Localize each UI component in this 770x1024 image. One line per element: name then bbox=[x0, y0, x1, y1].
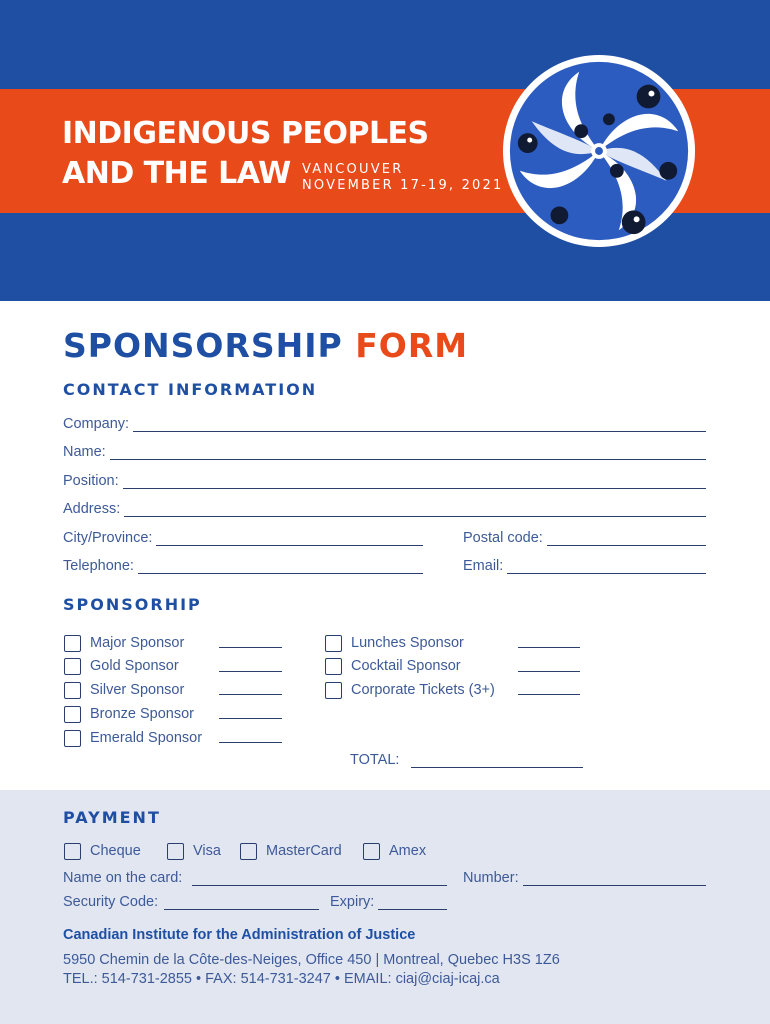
address-line[interactable] bbox=[124, 503, 706, 517]
contact-heading: CONTACT INFORMATION bbox=[63, 380, 318, 399]
organization-address bbox=[63, 951, 560, 989]
city-province-line[interactable] bbox=[156, 532, 423, 546]
checkbox-icon[interactable] bbox=[64, 682, 81, 699]
postal-code-line[interactable] bbox=[547, 532, 706, 546]
form-title bbox=[63, 326, 468, 365]
card-number-label: Number: bbox=[463, 870, 519, 886]
city-province-label: City/Province: bbox=[63, 530, 153, 546]
contact-line: TEL.: 514-731-2855 • FAX: 514-731-3247 • EMAIL: ciaj@ciaj-icaj.ca bbox=[63, 971, 500, 987]
expiry-field[interactable] bbox=[330, 890, 447, 910]
header-banner bbox=[0, 0, 770, 301]
checkbox-icon[interactable] bbox=[325, 658, 342, 675]
name-on-card-field[interactable] bbox=[63, 866, 447, 886]
major-sponsor-amount-line[interactable] bbox=[219, 647, 282, 648]
checkbox-icon[interactable] bbox=[64, 843, 81, 860]
emerald-sponsor-amount-line[interactable] bbox=[219, 742, 282, 743]
bronze-sponsor-label: Bronze Sponsor bbox=[90, 706, 194, 722]
major-sponsor-label: Major Sponsor bbox=[90, 635, 185, 651]
amex-label: Amex bbox=[389, 843, 427, 859]
email-line[interactable] bbox=[507, 560, 706, 574]
mastercard-label: MasterCard bbox=[266, 843, 342, 859]
email-label: Email: bbox=[463, 558, 504, 574]
cheque-checkbox[interactable] bbox=[64, 840, 141, 862]
total-line[interactable] bbox=[411, 754, 583, 768]
bronze-sponsor-checkbox[interactable] bbox=[64, 703, 194, 725]
gold-sponsor-label: Gold Sponsor bbox=[90, 658, 179, 674]
checkbox-icon[interactable] bbox=[64, 706, 81, 723]
form-title-sponsorship: SPONSORSHIP bbox=[63, 326, 343, 365]
address-line: 5950 Chemin de la Côte-des-Neiges, Office 450 | Montreal, Quebec H3S 1Z6 bbox=[63, 952, 560, 968]
company-line[interactable] bbox=[133, 418, 706, 432]
checkbox-icon[interactable] bbox=[325, 635, 342, 652]
total-field[interactable] bbox=[350, 752, 583, 768]
event-title-line2: AND THE LAW bbox=[62, 156, 291, 191]
event-title-line1: INDIGENOUS PEOPLES bbox=[62, 116, 429, 151]
checkbox-icon[interactable] bbox=[240, 843, 257, 860]
name-on-card-label: Name on the card: bbox=[63, 870, 183, 886]
telephone-field[interactable] bbox=[63, 554, 423, 574]
card-number-line[interactable] bbox=[523, 872, 706, 886]
city-province-field[interactable] bbox=[63, 526, 423, 546]
name-field[interactable] bbox=[63, 440, 706, 460]
cheque-label: Cheque bbox=[90, 843, 141, 859]
sponsorship-heading: SPONSORHIP bbox=[63, 595, 202, 614]
mastercard-checkbox[interactable] bbox=[240, 840, 342, 862]
indigenous-art-emblem-icon bbox=[500, 52, 698, 250]
checkbox-icon[interactable] bbox=[64, 635, 81, 652]
event-dates: NOVEMBER 17-19, 2021 bbox=[302, 178, 504, 193]
position-field[interactable] bbox=[63, 469, 706, 489]
name-on-card-line[interactable] bbox=[192, 872, 447, 886]
security-code-field[interactable] bbox=[63, 890, 319, 910]
checkbox-icon[interactable] bbox=[325, 682, 342, 699]
silver-sponsor-label: Silver Sponsor bbox=[90, 682, 185, 698]
silver-sponsor-checkbox[interactable] bbox=[64, 679, 184, 701]
cocktail-sponsor-label: Cocktail Sponsor bbox=[351, 658, 461, 674]
security-code-label: Security Code: bbox=[63, 894, 159, 910]
payment-heading: PAYMENT bbox=[63, 808, 161, 827]
name-line[interactable] bbox=[110, 446, 706, 460]
lunches-sponsor-amount-line[interactable] bbox=[518, 647, 580, 648]
postal-code-label: Postal code: bbox=[463, 530, 543, 546]
position-line[interactable] bbox=[123, 475, 706, 489]
checkbox-icon[interactable] bbox=[363, 843, 380, 860]
gold-sponsor-checkbox[interactable] bbox=[64, 655, 179, 677]
security-code-line[interactable] bbox=[164, 896, 319, 910]
visa-checkbox[interactable] bbox=[167, 840, 221, 862]
total-label: TOTAL: bbox=[350, 752, 400, 768]
lunches-sponsor-label: Lunches Sponsor bbox=[351, 635, 464, 651]
emerald-sponsor-label: Emerald Sponsor bbox=[90, 730, 203, 746]
corporate-tickets-checkbox[interactable] bbox=[325, 679, 495, 701]
visa-label: Visa bbox=[193, 843, 221, 859]
company-label: Company: bbox=[63, 416, 130, 432]
checkbox-icon[interactable] bbox=[64, 658, 81, 675]
telephone-label: Telephone: bbox=[63, 558, 134, 574]
address-label: Address: bbox=[63, 501, 121, 517]
telephone-line[interactable] bbox=[138, 560, 423, 574]
name-label: Name: bbox=[63, 444, 106, 460]
expiry-label: Expiry: bbox=[330, 894, 375, 910]
organization-name: Canadian Institute for the Administration of Justice bbox=[63, 927, 416, 943]
address-field[interactable] bbox=[63, 497, 706, 517]
silver-sponsor-amount-line[interactable] bbox=[219, 694, 282, 695]
form-title-form: FORM bbox=[355, 326, 469, 365]
corporate-tickets-label: Corporate Tickets (3+) bbox=[351, 682, 495, 698]
gold-sponsor-amount-line[interactable] bbox=[219, 671, 282, 672]
company-field[interactable] bbox=[63, 412, 706, 432]
major-sponsor-checkbox[interactable] bbox=[64, 632, 184, 654]
postal-code-field[interactable] bbox=[463, 526, 706, 546]
event-city: VANCOUVER bbox=[302, 162, 404, 177]
expiry-line[interactable] bbox=[378, 896, 447, 910]
bronze-sponsor-amount-line[interactable] bbox=[219, 718, 282, 719]
email-field[interactable] bbox=[463, 554, 706, 574]
event-venue bbox=[302, 162, 503, 194]
card-number-field[interactable] bbox=[463, 866, 706, 886]
cocktail-sponsor-checkbox[interactable] bbox=[325, 655, 461, 677]
cocktail-sponsor-amount-line[interactable] bbox=[518, 671, 580, 672]
checkbox-icon[interactable] bbox=[167, 843, 184, 860]
lunches-sponsor-checkbox[interactable] bbox=[325, 632, 464, 654]
emerald-sponsor-checkbox[interactable] bbox=[64, 727, 202, 749]
checkbox-icon[interactable] bbox=[64, 730, 81, 747]
corporate-tickets-amount-line[interactable] bbox=[518, 694, 580, 695]
amex-checkbox[interactable] bbox=[363, 840, 426, 862]
position-label: Position: bbox=[63, 473, 119, 489]
